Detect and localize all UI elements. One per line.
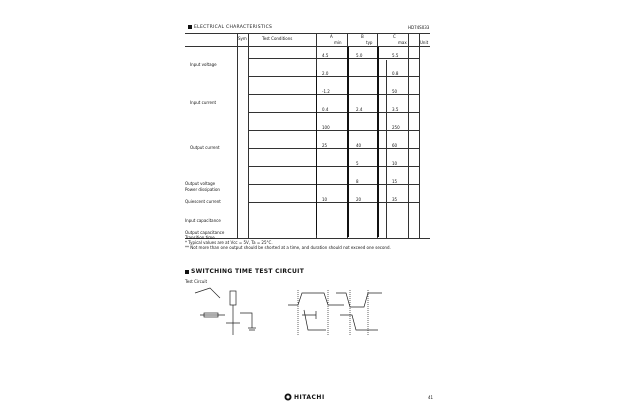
- param-label: Input current: [190, 100, 217, 105]
- table-cell: 10: [392, 161, 398, 166]
- table-cell: 0.8: [392, 71, 399, 76]
- table-cell: 40: [356, 143, 362, 148]
- table-cell: 250: [392, 125, 400, 130]
- table-cell: 15: [392, 179, 398, 184]
- thick-rule: [316, 70, 317, 235]
- col-header-unit: Unit: [420, 40, 429, 45]
- table-cell: 5.5: [392, 53, 399, 58]
- table-col-divider: [248, 33, 249, 238]
- param-label: Power dissipation: [185, 187, 220, 192]
- footnote: ** Not more than one output should be shorted at a time, and duration should not exceed one second.: [185, 245, 391, 250]
- thick-rule: [377, 47, 379, 237]
- brand-logo: [284, 393, 325, 401]
- table-cell: 25: [322, 143, 328, 148]
- section-title-text: SWITCHING TIME TEST CIRCUIT: [191, 268, 305, 275]
- param-label: Output current: [190, 145, 220, 150]
- table-cell: 20: [356, 197, 362, 202]
- table-cell: 35: [392, 197, 398, 202]
- table-row-rule: [248, 166, 419, 167]
- table-cell: 5: [356, 161, 359, 166]
- col-header-max: max: [398, 40, 407, 45]
- table-row-rule: [248, 112, 419, 113]
- thick-rule: [347, 47, 349, 237]
- table-row-rule: [248, 94, 419, 95]
- table-cell: 2.4: [356, 107, 363, 112]
- table-cell: 3.5: [392, 107, 399, 112]
- section-title-electrical: [188, 23, 272, 30]
- table-col-divider: [419, 33, 420, 238]
- table-col-divider: [386, 60, 387, 238]
- param-label: Input capacitance: [185, 218, 221, 223]
- col-header-conditions: Test Conditions: [262, 36, 293, 41]
- col-header-min: min: [334, 40, 342, 45]
- table-cell: 10: [322, 197, 328, 202]
- table-cell: 60: [392, 143, 398, 148]
- param-label: Output capacitance: [185, 230, 225, 235]
- col-header-symbol: Sym: [238, 36, 247, 41]
- output-waveform-diagram: [334, 285, 384, 340]
- table-row-rule: [248, 148, 419, 149]
- table-bottom-border: [185, 238, 430, 239]
- table-row-rule: [248, 202, 419, 203]
- table-header-border: [185, 46, 430, 47]
- part-number: HD74S033: [408, 25, 430, 30]
- table-cell: 2.0: [322, 71, 329, 76]
- section-bullet-icon: [185, 270, 189, 274]
- param-label: Quiescent current: [185, 199, 221, 204]
- col-header-group-b: B: [361, 34, 364, 39]
- table-row-rule: [248, 184, 419, 185]
- footnote: * Typical values are at Vcc = 5V, Ta = 25°C.: [185, 240, 273, 245]
- table-row-rule: [248, 76, 419, 77]
- table-col-divider: [408, 33, 409, 238]
- table-cell: 0.4: [322, 107, 329, 112]
- table-cell: 4.5: [322, 53, 329, 58]
- section-title-switching: [185, 268, 304, 275]
- table-cell: 50: [392, 89, 398, 94]
- test-circuit-schematic: [190, 283, 270, 343]
- table-col-divider: [237, 33, 238, 238]
- test-circuit-label: Test Circuit: [185, 279, 208, 284]
- param-label: Output voltage: [185, 181, 216, 186]
- table-row-rule: [248, 130, 419, 131]
- table-cell: 8: [356, 179, 359, 184]
- section-title-text: ELECTRICAL CHARACTERISTICS: [194, 25, 273, 30]
- col-header-typ: typ: [366, 40, 373, 45]
- table-cell: -1.2: [322, 89, 330, 94]
- table-cell: 100: [322, 125, 330, 130]
- param-label: Input voltage: [190, 62, 217, 67]
- table-cell: 5.0: [356, 53, 363, 58]
- param-label: Transition time: [185, 235, 215, 240]
- col-header-group-a: A: [330, 34, 333, 39]
- table-row-rule: [248, 58, 419, 59]
- col-header-group-c: C: [393, 34, 396, 39]
- hitachi-logo-icon: [284, 393, 292, 401]
- brand-name: HITACHI: [294, 393, 325, 401]
- page-number: 41: [428, 395, 434, 400]
- section-bullet-icon: [188, 25, 192, 29]
